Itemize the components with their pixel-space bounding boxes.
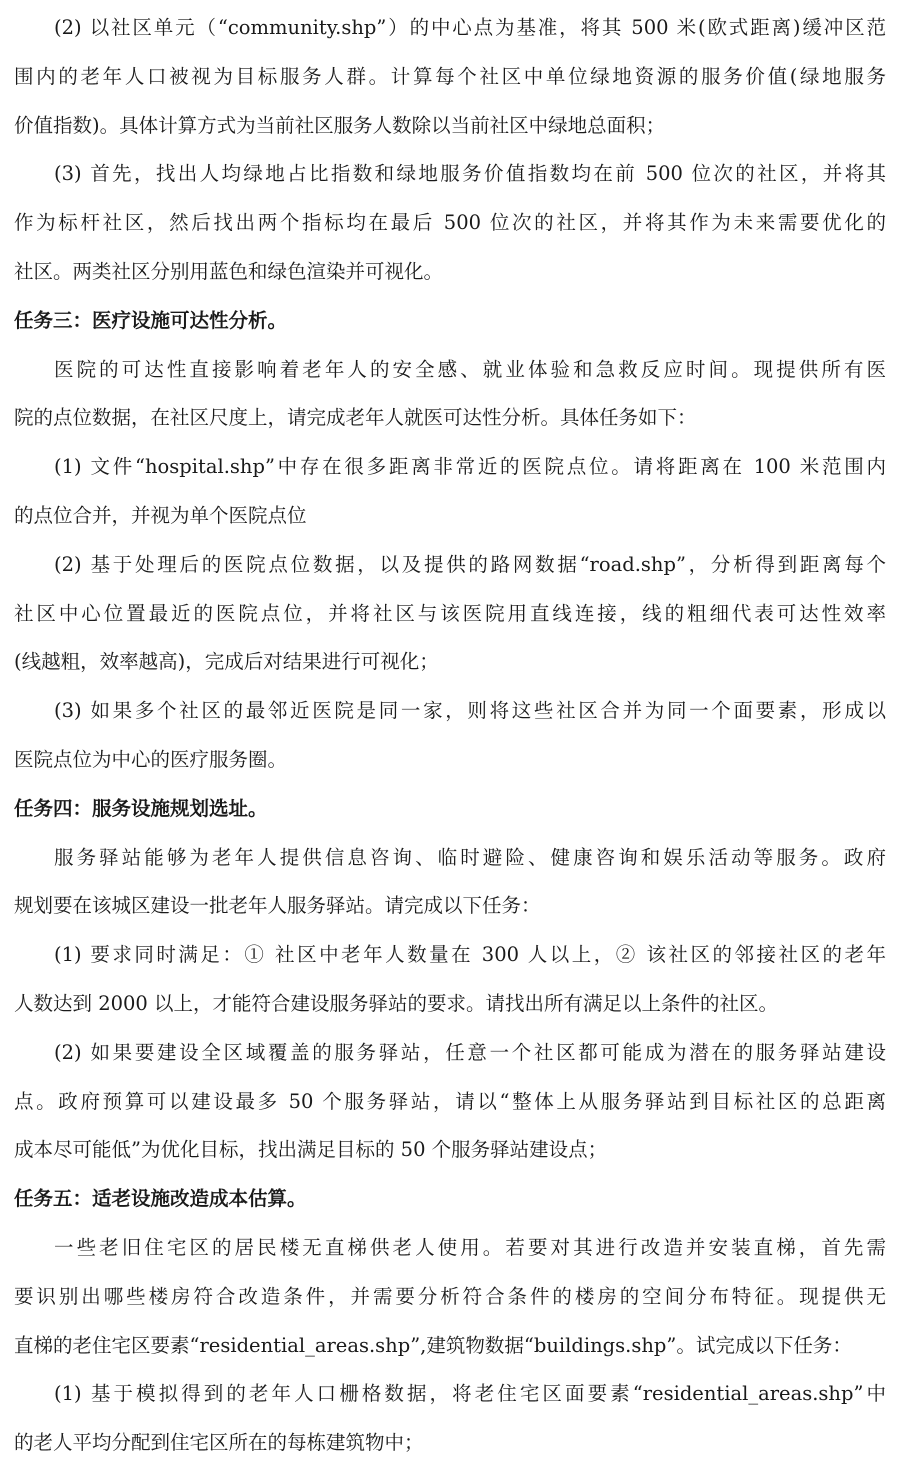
paragraph-task5-item1 [14,1370,886,1468]
section-heading-task5: 任务五：适老设施改造成本估算。 [14,1187,307,1211]
text-line: 作为标杆社区，然后找出两个指标均在最后 500 位次的社区，并将其作为未来需要优化的 [14,211,886,235]
text-line: (1) 基于模拟得到的老年人口栅格数据，将老住宅区面要素“residential_areas.shp”中 [54,1382,886,1406]
text-line: 社区中心位置最近的医院点位，并将社区与该医院用直线连接，线的粗细代表可达性效率 [14,601,886,625]
text-line: (3) 如果多个社区的最邻近医院是同一家，则将这些社区合并为同一个面要素，形成以 [54,699,886,723]
paragraph-task3-item1 [14,443,886,541]
section-heading-task3: 任务三：医疗设施可达性分析。 [14,308,288,332]
paragraph-task4-item2 [14,1029,886,1175]
text-line: 的老人平均分配到住宅区所在的每栋建筑物中； [14,1431,424,1455]
text-line: (2) 以社区单元（“community.shp”）的中心点为基准，将其 500 米(欧式距离)缓冲区范 [54,16,886,39]
text-line: 点。政府预算可以建设最多 50 个服务驿站，请以“整体上从服务驿站到目标社区的总距离 [14,1089,886,1113]
text-line: 院的点位数据，在社区尺度上，请完成老年人就医可达性分析。具体任务如下： [14,406,697,430]
text-line: (2) 基于处理后的医院点位数据，以及提供的路网数据“road.shp”，分析得到距离每个 [54,552,886,576]
document-page [14,4,886,1468]
paragraph-task3-item2 [14,541,886,687]
text-line: 要识别出哪些楼房符合改造条件，并需要分析符合条件的楼房的空间分布特征。现提供无 [14,1284,886,1308]
text-line: (1) 文件“hospital.shp”中存在很多距离非常近的医院点位。请将距离在 100 米范围内 [54,455,886,479]
text-line: (2) 如果要建设全区域覆盖的服务驿站，任意一个社区都可能成为潜在的服务驿站建设 [54,1040,886,1064]
text-line: 价值指数)。具体计算方式为当前社区服务人数除以当前社区中绿地总面积； [14,113,666,137]
paragraph-community-service-value [14,4,886,150]
text-line: (线越粗，效率越高)，完成后对结果进行可视化； [14,650,439,674]
paragraph-task3-item3 [14,687,886,785]
paragraph-task4-intro [14,834,886,932]
paragraph-task3-intro [14,346,886,444]
text-line: 医院点位为中心的医疗服务圈。 [14,747,288,771]
paragraph-task5-intro [14,1224,886,1370]
text-line: 规划要在该城区建设一批老年人服务驿站。请完成以下任务： [14,894,541,918]
text-line: 成本尽可能低”为优化目标，找出满足目标的 50 个服务驿站建设点； [14,1138,608,1162]
text-line: 直梯的老住宅区要素“residential_areas.shp”,建筑物数据“buildings.shp”。试完成以下任务： [14,1333,852,1357]
text-line: 人数达到 2000 以上，才能符合建设服务驿站的要求。请找出所有满足以上条件的社区。 [14,991,779,1015]
paragraph-task4-item1 [14,931,886,1029]
text-line: 医院的可达性直接影响着老年人的安全感、就业体验和急救反应时间。现提供所有医 [54,357,886,381]
text-line: 围内的老年人口被视为目标服务人群。计算每个社区中单位绿地资源的服务价值(绿地服务 [14,64,886,88]
text-line: (1) 要求同时满足：① 社区中老年人数量在 300 人以上，② 该社区的邻接社区的老年 [54,943,886,967]
text-line: (3) 首先，找出人均绿地占比指数和绿地服务价值指数均在前 500 位次的社区，并将其 [54,162,886,186]
text-line: 社区。两类社区分别用蓝色和绿色渲染并可视化。 [14,259,444,283]
text-line: 一些老旧住宅区的居民楼无直梯供老人使用。若要对其进行改造并安装直梯，首先需 [54,1235,886,1259]
paragraph-benchmark-communities [14,150,886,296]
section-heading-task4: 任务四：服务设施规划选址。 [14,796,268,820]
text-line: 服务驿站能够为老年人提供信息咨询、临时避险、健康咨询和娱乐活动等服务。政府 [54,845,886,869]
text-line: 的点位合并，并视为单个医院点位 [14,503,307,527]
